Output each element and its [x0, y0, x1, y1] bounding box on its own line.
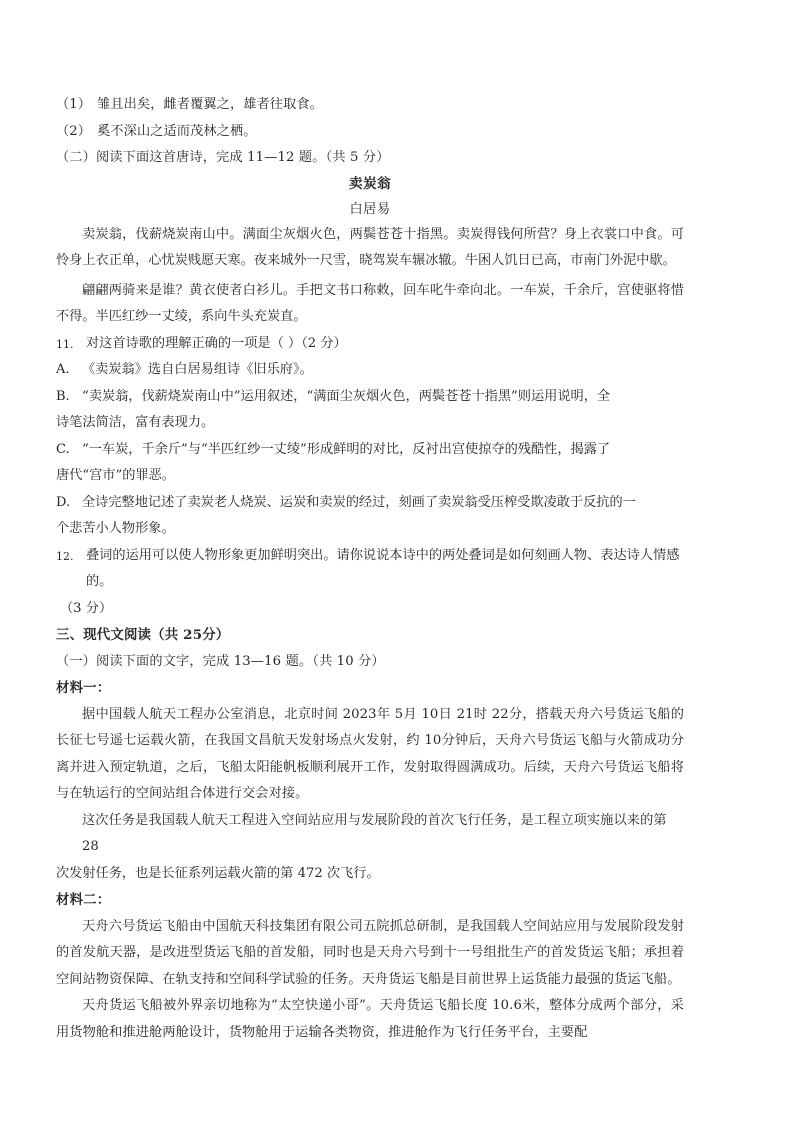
option-a-label: A.: [56, 362, 70, 377]
question-11-stem: 对这首诗歌的理解正确的一项是（ ）（2 分）: [86, 335, 347, 351]
poem-stanza-2: 翩翩两骑来是谁？黄衣使者白衫儿。手把文书口称敕，回车叱牛牵向北。一车炭，千余斤，宫使驱将惜不得。半匹红纱一丈绫，系向牛头充炭直。: [56, 282, 684, 324]
material-one-label: 材料一：: [56, 680, 111, 696]
question-11-option-d-continuation: 个悲苦小人物形象。: [56, 521, 175, 536]
material-one-continuation: 次发射任务，也是长征系列运载火箭的第 472 次飞行。: [56, 865, 380, 881]
option-c-label: C.: [56, 441, 70, 457]
section-three-heading: 三、现代文阅读（共 25分）: [56, 627, 230, 643]
translation-item-1: [56, 92, 684, 119]
question-11-option-c[interactable]: [56, 437, 684, 464]
question-12-stem: 叠词的运用可以使人物形象更加鲜明突出。请你说说本诗中的两处叠词是如何刻画人物、表达诗人情感: [86, 547, 680, 563]
material-one-paragraph-1: 据中国载人航天工程办公室消息，北京时间 2023年 5月 10日 21时 22分，搭载天舟六号货运飞船的长征七号遥七运载火箭，在我国文昌航天发射场点火发射，约 10分钟后，天舟六号货运飞船与火箭成功分离并进入预定轨道，之后，飞船太阳能帆板顺利展开工作，发射取得圆满成功。后续，天舟六号货运飞船将与在轨运行的空间站组合体进行交会对接。: [56, 706, 684, 801]
material-one-orphan-number: 28: [82, 839, 99, 854]
question-11-option-c-continuation: 唐代“宫市”的罪恶。: [56, 468, 175, 483]
question-11: [56, 331, 684, 358]
question-12-continuation: 的。: [86, 574, 113, 589]
translation-item-1-text: 雏且出矣，雌者覆翼之，雄者往取食。: [97, 97, 323, 112]
question-12-score: （3 分）: [60, 600, 113, 616]
option-a-text: 《卖炭翁》选自白居易组诗《旧乐府》。: [82, 362, 313, 377]
translation-item-2-number: （2）: [56, 123, 92, 139]
material-two-paragraph-1: 天舟六号货运飞船由中国航天科技集团有限公司五院抓总研制，是我国载人空间站应用与发展阶段发射的首发航天器，是改进型货运飞船的首发船，同时也是天舟六号到十一号组批生产的首发货运飞船；承担着空间站物资保障、在轨支持和空间科学试验的任务。天舟货运飞船是目前世界上运货能力最强的货运飞船。: [56, 918, 684, 987]
question-12-number: 12.: [56, 549, 74, 563]
material-two-label: 材料二：: [56, 892, 111, 908]
translation-item-2-text: 奚不深山之适而茂林之栖。: [97, 123, 257, 139]
material-two-paragraph-2: 天舟货运飞船被外界亲切地称为“太空快递小哥”。天舟货运飞船长度 10.6米，整体分成两个部分，采用货物舱和推进舱两舱设计，货物舱用于运输各类物资，推进舱作为飞行任务平台，主要配: [56, 998, 684, 1040]
material-one-paragraph-2: 这次任务是我国载人航天工程进入空间站应用与发展阶段的首次飞行任务，是工程立项实施以来的第: [82, 812, 667, 828]
question-11-option-b-continuation: 诗笔法简洁，富有表现力。: [56, 415, 215, 430]
option-b-label: B.: [56, 388, 70, 404]
option-b-text: “卖炭翁，伐薪烧炭南山中”运用叙述，“满面尘灰烟火色，两鬓苍苍十指黑”则运用说明，全: [82, 388, 611, 404]
page-content: [56, 92, 684, 1046]
question-11-option-a[interactable]: [56, 357, 684, 384]
section-three-part-a-instruction: （一）阅读下面的文字，完成 13—16 题。（共 10 分）: [56, 653, 385, 669]
poem-author: 白居易: [349, 201, 391, 217]
translation-item-1-number: （1）: [56, 97, 92, 112]
question-11-number: 11.: [56, 337, 74, 351]
question-11-option-b[interactable]: [56, 384, 684, 411]
translation-item-2: [56, 119, 684, 146]
question-12: [56, 543, 684, 570]
option-c-text: “一车炭，千余斤”与“半匹红纱一丈绫”形成鲜明的对比，反衬出宫使掠夺的残酷性，揭露了: [82, 441, 611, 457]
poem-stanza-1: 卖炭翁，伐薪烧炭南山中。满面尘灰烟火色，两鬓苍苍十指黑。卖炭得钱何所营？身上衣裳口中食。可怜身上衣正单，心忧炭贱愿天寒。夜来城外一尺雪，晓驾炭车辗冰辙。牛困人饥日已高，市南门外泥中歇。: [56, 226, 684, 268]
question-11-option-d[interactable]: [56, 490, 684, 517]
option-d-text: 全诗完整地记述了卖炭老人烧炭、运炭和卖炭的经过，刻画了卖炭翁受压榨受欺凌敢于反抗的一: [82, 494, 636, 510]
section-two-part-b-instruction: （二）阅读下面这首唐诗，完成 11—12 题。（共 5 分）: [56, 150, 390, 165]
poem-title: 卖炭翁: [348, 175, 392, 192]
option-d-label: D.: [56, 494, 71, 510]
